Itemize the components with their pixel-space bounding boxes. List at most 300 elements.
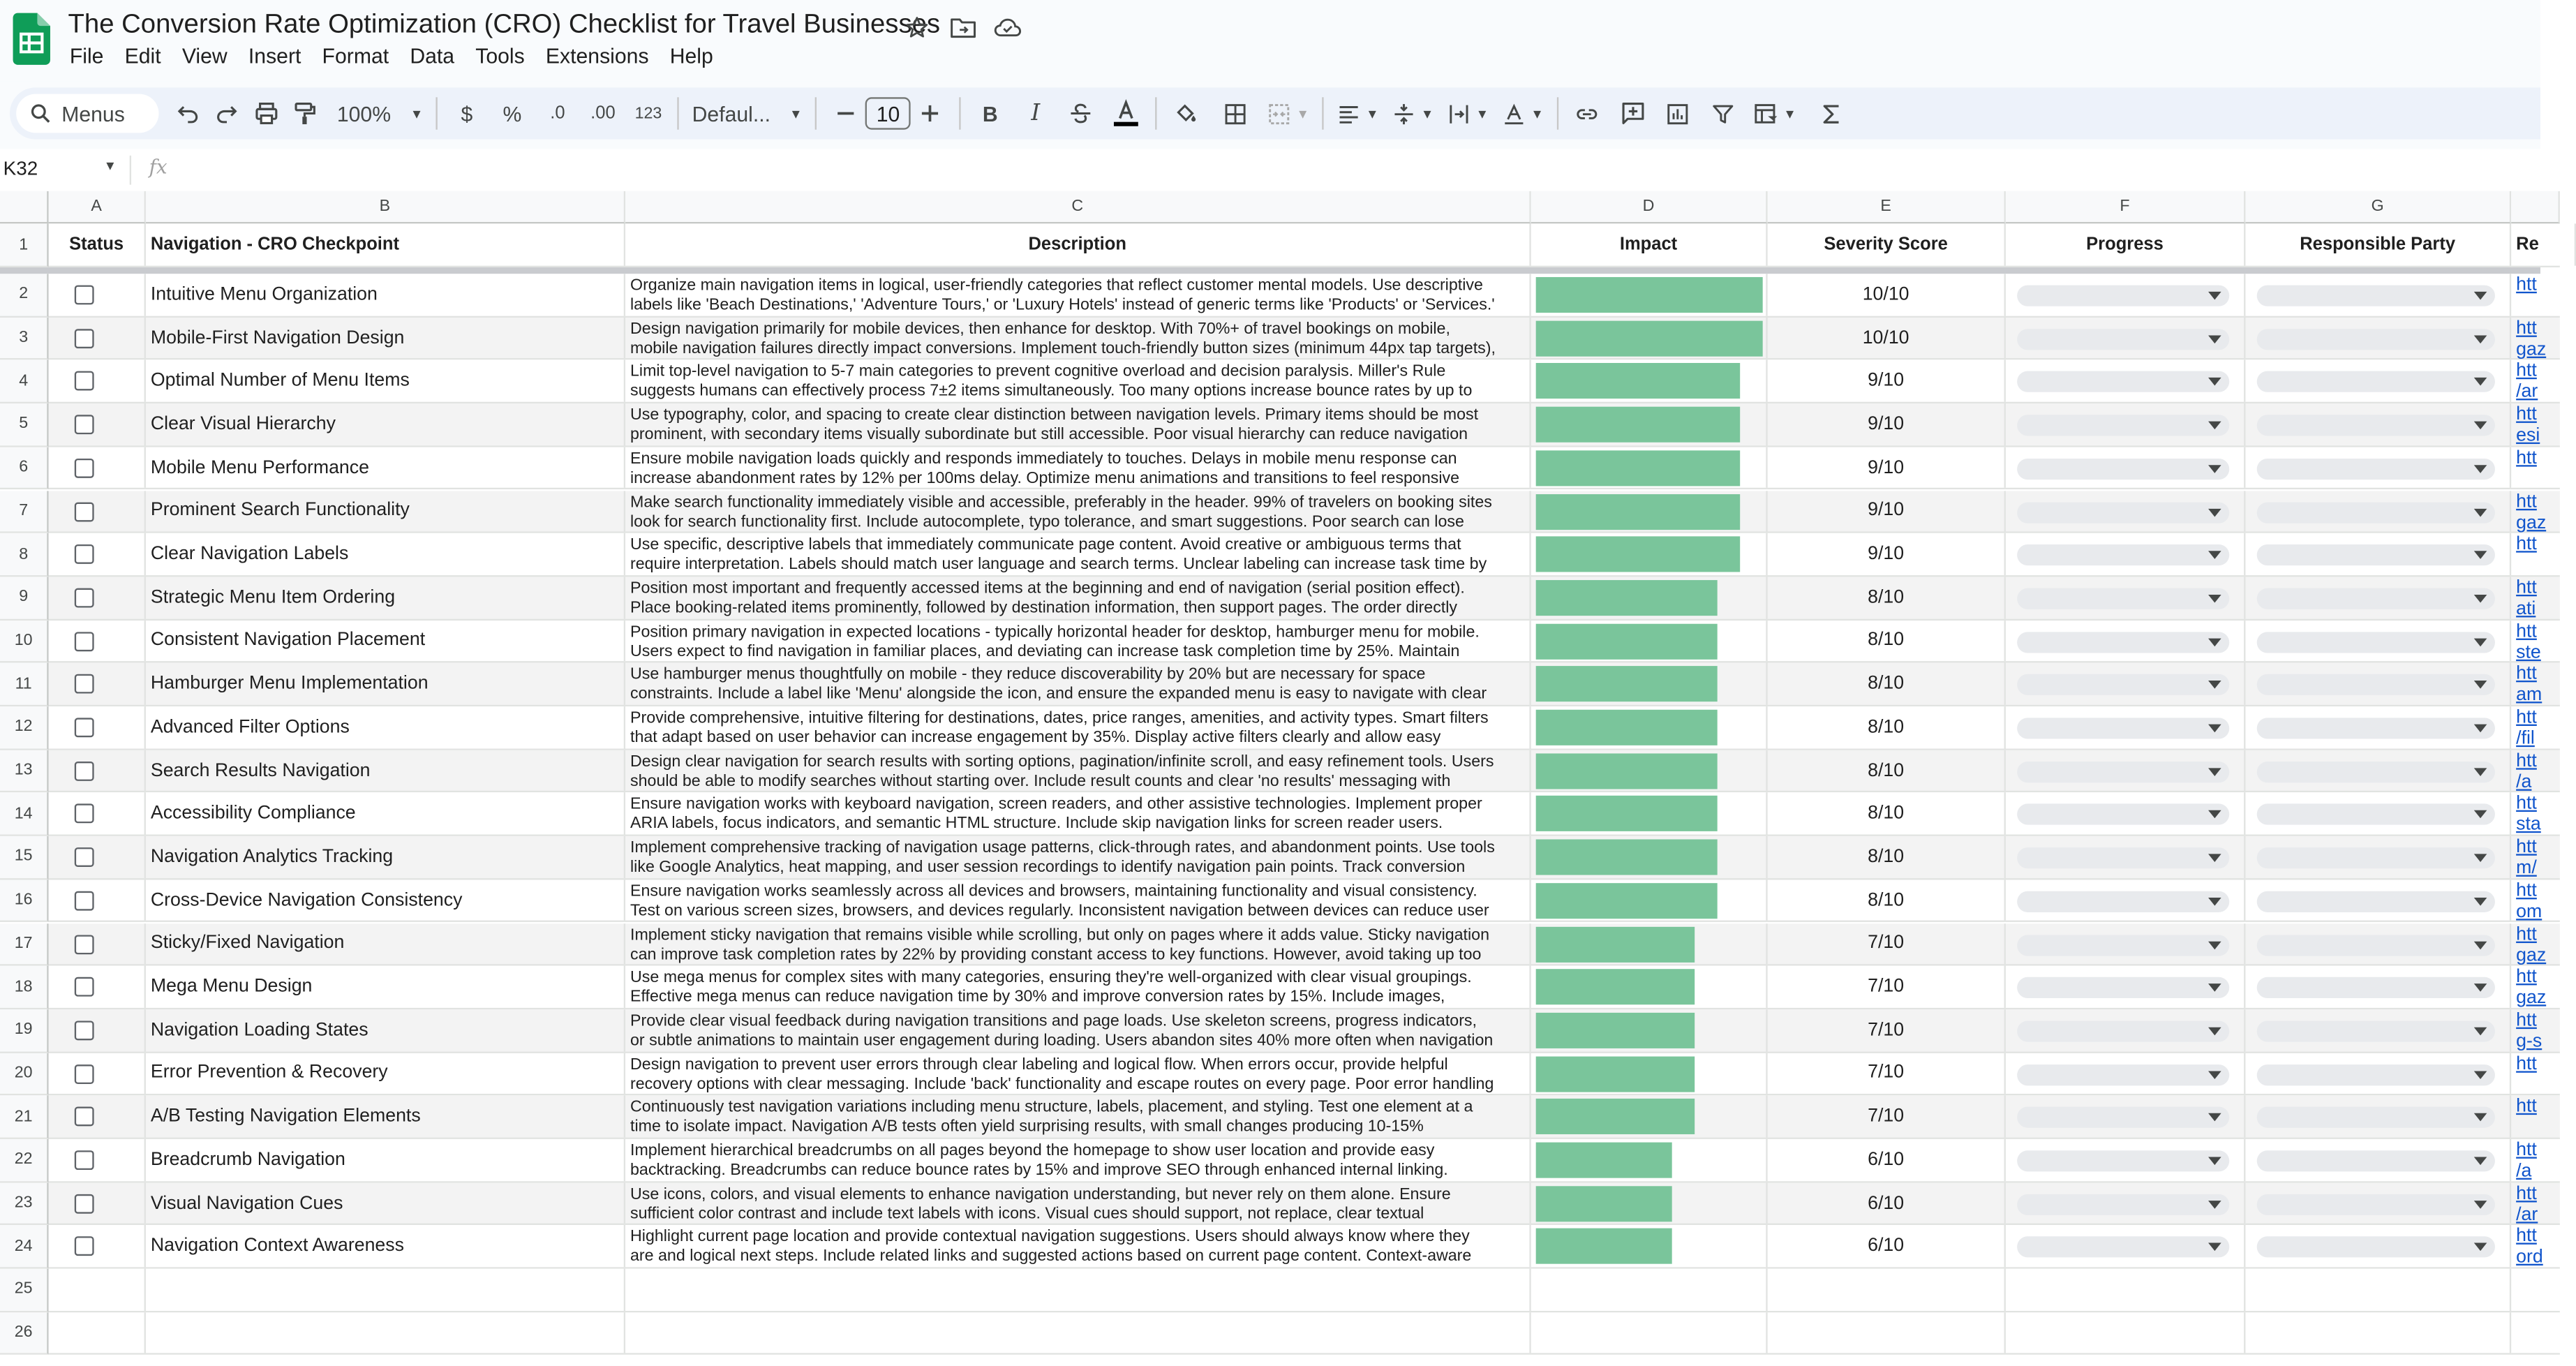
frozen-row-divider[interactable]	[0, 267, 2540, 274]
resource-cell[interactable]	[2511, 490, 2576, 532]
resource-link[interactable]: htt	[2516, 275, 2537, 295]
resource-link[interactable]: htt	[2516, 665, 2537, 685]
status-cell[interactable]	[49, 1182, 146, 1224]
resource-link[interactable]: htt	[2516, 362, 2537, 382]
severity-cell[interactable]: 10/10	[1768, 317, 2006, 359]
status-checkbox[interactable]	[75, 1194, 94, 1213]
progress-dropdown[interactable]	[2017, 372, 2229, 393]
progress-cell[interactable]	[2006, 577, 2246, 618]
status-checkbox[interactable]	[75, 718, 94, 737]
status-checkbox[interactable]	[75, 891, 94, 910]
resource-link[interactable]: sta	[2516, 815, 2541, 836]
header-resources[interactable]: Re	[2511, 223, 2576, 265]
empty-cell[interactable]	[146, 1312, 625, 1354]
row-header[interactable]: 13	[0, 750, 49, 793]
row-header[interactable]: 26	[0, 1312, 49, 1356]
progress-dropdown[interactable]	[2017, 631, 2229, 652]
responsible-cell[interactable]	[2245, 274, 2511, 315]
menu-data[interactable]: Data	[410, 43, 455, 68]
empty-cell[interactable]	[49, 1312, 146, 1354]
row-header[interactable]: 14	[0, 793, 49, 836]
responsible-dropdown[interactable]	[2257, 1194, 2495, 1215]
resource-cell[interactable]	[2511, 663, 2576, 705]
empty-cell[interactable]	[2006, 1312, 2246, 1354]
font-family-select[interactable]	[689, 94, 805, 133]
responsible-dropdown[interactable]	[2257, 329, 2495, 350]
status-cell[interactable]	[49, 750, 146, 792]
severity-cell[interactable]: 6/10	[1768, 1182, 2006, 1224]
resource-link[interactable]: gaz	[2516, 339, 2547, 359]
row-header[interactable]: 7	[0, 490, 49, 533]
impact-cell[interactable]	[1531, 1139, 1768, 1181]
severity-cell[interactable]: 8/10	[1768, 706, 2006, 748]
chevron-down-icon[interactable]: ▼	[103, 158, 117, 174]
progress-dropdown[interactable]	[2017, 588, 2229, 609]
impact-cell[interactable]	[1531, 1053, 1768, 1094]
increase-font-size-icon[interactable]	[911, 94, 950, 133]
status-checkbox[interactable]	[75, 804, 94, 824]
menus-search[interactable]	[16, 94, 158, 133]
description-cell[interactable]	[625, 663, 1531, 705]
column-header-a[interactable]: A	[49, 191, 146, 223]
severity-cell[interactable]: 6/10	[1768, 1139, 2006, 1181]
status-cell[interactable]	[49, 360, 146, 402]
checkpoint-cell[interactable]: Breadcrumb Navigation	[146, 1139, 625, 1181]
resource-cell[interactable]	[2511, 706, 2576, 748]
description-cell[interactable]	[625, 490, 1531, 532]
row-header[interactable]: 1	[0, 223, 49, 267]
functions-icon[interactable]	[1812, 94, 1852, 133]
resource-link[interactable]: esi	[2516, 426, 2540, 446]
status-checkbox[interactable]	[75, 1237, 94, 1256]
severity-cell[interactable]: 7/10	[1768, 1053, 2006, 1094]
severity-cell[interactable]: 8/10	[1768, 793, 2006, 835]
responsible-cell[interactable]	[2245, 663, 2511, 705]
progress-dropdown[interactable]	[2017, 891, 2229, 912]
resource-link[interactable]: htt	[2516, 1141, 2537, 1161]
description-cell[interactable]	[625, 533, 1531, 575]
responsible-dropdown[interactable]	[2257, 718, 2495, 738]
resource-link[interactable]: htt	[2516, 967, 2537, 988]
checkpoint-cell[interactable]: Navigation Analytics Tracking	[146, 836, 625, 878]
row-header[interactable]: 10	[0, 620, 49, 663]
empty-cell[interactable]	[625, 1269, 1531, 1311]
row-header[interactable]: 22	[0, 1139, 49, 1182]
severity-cell[interactable]: 6/10	[1768, 1226, 2006, 1268]
severity-cell[interactable]: 10/10	[1768, 274, 2006, 315]
severity-cell[interactable]: 7/10	[1768, 1009, 2006, 1051]
status-checkbox[interactable]	[75, 1064, 94, 1083]
checkpoint-cell[interactable]: Optimal Number of Menu Items	[146, 360, 625, 402]
fill-color-icon[interactable]	[1167, 94, 1206, 133]
resource-link[interactable]: ord	[2516, 1248, 2543, 1268]
progress-dropdown[interactable]	[2017, 1020, 2229, 1041]
redo-icon[interactable]	[207, 94, 246, 133]
responsible-cell[interactable]	[2245, 1139, 2511, 1181]
status-cell[interactable]	[49, 490, 146, 532]
checkpoint-cell[interactable]: Advanced Filter Options	[146, 706, 625, 748]
document-title[interactable]: The Conversion Rate Optimization (CRO) Checklist for Travel Businesses	[68, 9, 941, 39]
column-header-c[interactable]: C	[625, 191, 1531, 223]
impact-cell[interactable]	[1531, 966, 1768, 1008]
status-cell[interactable]	[49, 966, 146, 1008]
status-cell[interactable]	[49, 274, 146, 315]
status-checkbox[interactable]	[75, 631, 94, 651]
empty-cell[interactable]	[625, 1312, 1531, 1354]
responsible-cell[interactable]	[2245, 317, 2511, 359]
progress-cell[interactable]	[2006, 317, 2246, 359]
progress-cell[interactable]	[2006, 750, 2246, 792]
resource-link[interactable]: gaz	[2516, 988, 2547, 1009]
checkpoint-cell[interactable]: Error Prevention & Recovery	[146, 1053, 625, 1094]
severity-cell[interactable]: 9/10	[1768, 447, 2006, 489]
bold-button[interactable]: B	[982, 101, 998, 126]
row-header[interactable]: 8	[0, 533, 49, 577]
empty-cell[interactable]	[1531, 1312, 1768, 1354]
row-header[interactable]: 19	[0, 1009, 49, 1053]
description-cell[interactable]	[625, 1096, 1531, 1138]
resource-cell[interactable]	[2511, 1009, 2576, 1051]
progress-cell[interactable]	[2006, 490, 2246, 532]
responsible-cell[interactable]	[2245, 923, 2511, 965]
progress-dropdown[interactable]	[2017, 977, 2229, 998]
resource-link[interactable]: /fil	[2516, 729, 2535, 749]
impact-cell[interactable]	[1531, 360, 1768, 402]
status-checkbox[interactable]	[75, 761, 94, 780]
font-size-input[interactable]: 10	[865, 97, 911, 129]
header-description[interactable]: Description	[625, 223, 1531, 265]
description-cell[interactable]	[625, 317, 1531, 359]
empty-cell[interactable]	[2245, 1312, 2511, 1354]
status-cell[interactable]	[49, 1009, 146, 1051]
progress-cell[interactable]	[2006, 1053, 2246, 1094]
status-cell[interactable]	[49, 1226, 146, 1268]
impact-cell[interactable]	[1531, 317, 1768, 359]
impact-cell[interactable]	[1531, 274, 1768, 315]
responsible-dropdown[interactable]	[2257, 415, 2495, 436]
progress-dropdown[interactable]	[2017, 934, 2229, 955]
checkpoint-cell[interactable]: Hamburger Menu Implementation	[146, 663, 625, 705]
checkpoint-cell[interactable]: Mobile Menu Performance	[146, 447, 625, 489]
resource-link[interactable]: htt	[2516, 621, 2537, 641]
responsible-cell[interactable]	[2245, 1182, 2511, 1224]
description-cell[interactable]	[625, 1009, 1531, 1051]
empty-cell[interactable]	[1768, 1312, 2006, 1354]
empty-cell[interactable]	[2511, 1312, 2576, 1354]
text-wrapping-icon[interactable]	[1443, 94, 1491, 133]
resource-link[interactable]: htt	[2516, 535, 2537, 555]
column-header-f[interactable]: F	[2006, 191, 2246, 223]
description-cell[interactable]	[625, 403, 1531, 445]
progress-cell[interactable]	[2006, 836, 2246, 878]
impact-cell[interactable]	[1531, 403, 1768, 445]
insert-comment-icon[interactable]	[1614, 94, 1653, 133]
filter-icon[interactable]	[1704, 94, 1743, 133]
responsible-cell[interactable]	[2245, 706, 2511, 748]
severity-cell[interactable]: 9/10	[1768, 490, 2006, 532]
progress-dropdown[interactable]	[2017, 1194, 2229, 1215]
status-cell[interactable]	[49, 1139, 146, 1181]
resource-link[interactable]: ste	[2516, 642, 2541, 662]
google-sheets-logo-icon[interactable]	[13, 13, 50, 65]
progress-cell[interactable]	[2006, 360, 2246, 402]
undo-icon[interactable]	[168, 94, 207, 133]
responsible-cell[interactable]	[2245, 447, 2511, 489]
resource-cell[interactable]	[2511, 577, 2576, 618]
responsible-dropdown[interactable]	[2257, 1064, 2495, 1085]
resource-cell[interactable]	[2511, 1053, 2576, 1094]
impact-cell[interactable]	[1531, 793, 1768, 835]
row-header[interactable]: 25	[0, 1269, 49, 1312]
row-header[interactable]: 18	[0, 966, 49, 1009]
progress-cell[interactable]	[2006, 620, 2246, 662]
empty-cell[interactable]	[2245, 1269, 2511, 1311]
progress-cell[interactable]	[2006, 1096, 2246, 1138]
vertical-align-icon[interactable]	[1388, 94, 1436, 133]
status-checkbox[interactable]	[75, 329, 94, 348]
status-cell[interactable]	[49, 663, 146, 705]
resource-cell[interactable]	[2511, 836, 2576, 878]
progress-cell[interactable]	[2006, 1009, 2246, 1051]
resource-link[interactable]: ati	[2516, 599, 2536, 619]
responsible-dropdown[interactable]	[2257, 977, 2495, 998]
status-cell[interactable]	[49, 923, 146, 965]
formula-input[interactable]	[188, 157, 2456, 183]
progress-dropdown[interactable]	[2017, 1107, 2229, 1128]
resource-cell[interactable]	[2511, 533, 2576, 575]
description-cell[interactable]	[625, 923, 1531, 965]
empty-cell[interactable]	[2511, 1269, 2576, 1311]
responsible-cell[interactable]	[2245, 533, 2511, 575]
severity-cell[interactable]: 8/10	[1768, 663, 2006, 705]
row-header[interactable]: 3	[0, 317, 49, 360]
severity-cell[interactable]: 8/10	[1768, 836, 2006, 878]
severity-cell[interactable]: 9/10	[1768, 403, 2006, 445]
responsible-cell[interactable]	[2245, 1053, 2511, 1094]
menu-view[interactable]: View	[181, 43, 228, 68]
checkpoint-cell[interactable]: Clear Visual Hierarchy	[146, 403, 625, 445]
header-impact[interactable]: Impact	[1531, 223, 1768, 265]
responsible-cell[interactable]	[2245, 966, 2511, 1008]
status-cell[interactable]	[49, 403, 146, 445]
resource-link[interactable]: htt	[2516, 318, 2537, 339]
resource-link[interactable]: htt	[2516, 405, 2537, 425]
description-cell[interactable]	[625, 836, 1531, 878]
responsible-dropdown[interactable]	[2257, 804, 2495, 825]
description-cell[interactable]	[625, 1182, 1531, 1224]
move-folder-icon[interactable]	[948, 13, 977, 43]
impact-cell[interactable]	[1531, 533, 1768, 575]
menu-tools[interactable]: Tools	[475, 43, 525, 68]
text-rotation-icon[interactable]	[1498, 94, 1547, 133]
insert-chart-icon[interactable]	[1659, 94, 1698, 133]
select-all-corner[interactable]	[0, 191, 49, 223]
progress-dropdown[interactable]	[2017, 761, 2229, 782]
responsible-cell[interactable]	[2245, 620, 2511, 662]
resource-link[interactable]: htt	[2516, 1227, 2537, 1247]
severity-cell[interactable]: 7/10	[1768, 923, 2006, 965]
resource-link[interactable]: htt	[2516, 838, 2537, 858]
progress-cell[interactable]	[2006, 1226, 2246, 1268]
empty-cell[interactable]	[1768, 1269, 2006, 1311]
progress-dropdown[interactable]	[2017, 804, 2229, 825]
row-header[interactable]: 11	[0, 663, 49, 706]
menu-format[interactable]: Format	[322, 43, 389, 68]
checkpoint-cell[interactable]: Mobile-First Navigation Design	[146, 317, 625, 359]
checkpoint-cell[interactable]: Prominent Search Functionality	[146, 490, 625, 532]
progress-cell[interactable]	[2006, 966, 2246, 1008]
severity-cell[interactable]: 8/10	[1768, 577, 2006, 618]
menu-file[interactable]: File	[69, 43, 104, 68]
resource-link[interactable]: g-s	[2516, 1032, 2543, 1052]
severity-cell[interactable]: 9/10	[1768, 360, 2006, 402]
progress-dropdown[interactable]	[2017, 501, 2229, 522]
empty-cell[interactable]	[2006, 1269, 2246, 1311]
progress-dropdown[interactable]	[2017, 718, 2229, 738]
description-cell[interactable]	[625, 577, 1531, 618]
menu-edit[interactable]: Edit	[124, 43, 161, 68]
responsible-dropdown[interactable]	[2257, 934, 2495, 955]
resource-link[interactable]: m/	[2516, 859, 2537, 879]
row-header[interactable]: 23	[0, 1182, 49, 1226]
checkpoint-cell[interactable]: Consistent Navigation Placement	[146, 620, 625, 662]
progress-dropdown[interactable]	[2017, 1237, 2229, 1258]
row-header[interactable]: 17	[0, 923, 49, 966]
responsible-dropdown[interactable]	[2257, 544, 2495, 565]
severity-cell[interactable]: 8/10	[1768, 879, 2006, 921]
status-cell[interactable]	[49, 793, 146, 835]
responsible-dropdown[interactable]	[2257, 501, 2495, 522]
status-cell[interactable]	[49, 836, 146, 878]
impact-cell[interactable]	[1531, 1182, 1768, 1224]
menu-help[interactable]: Help	[669, 43, 713, 68]
severity-cell[interactable]: 7/10	[1768, 1096, 2006, 1138]
row-header[interactable]: 16	[0, 879, 49, 923]
severity-cell[interactable]: 8/10	[1768, 620, 2006, 662]
progress-cell[interactable]	[2006, 879, 2246, 921]
responsible-cell[interactable]	[2245, 750, 2511, 792]
format-currency-button[interactable]: $	[461, 101, 473, 126]
progress-cell[interactable]	[2006, 447, 2246, 489]
responsible-cell[interactable]	[2245, 490, 2511, 532]
spreadsheet-grid[interactable]	[0, 191, 2547, 1366]
empty-cell[interactable]	[1531, 1269, 1768, 1311]
status-cell[interactable]	[49, 317, 146, 359]
resource-cell[interactable]	[2511, 793, 2576, 835]
horizontal-align-icon[interactable]	[1334, 94, 1382, 133]
header-checkpoint[interactable]: Navigation - CRO Checkpoint	[146, 223, 625, 265]
borders-icon[interactable]	[1215, 94, 1254, 133]
description-cell[interactable]	[625, 750, 1531, 792]
empty-cell[interactable]	[146, 1269, 625, 1311]
resource-link[interactable]: htt	[2516, 924, 2537, 944]
row-header[interactable]: 20	[0, 1053, 49, 1096]
row-header[interactable]: 9	[0, 577, 49, 620]
row-header[interactable]: 12	[0, 706, 49, 750]
responsible-dropdown[interactable]	[2257, 1150, 2495, 1171]
impact-cell[interactable]	[1531, 663, 1768, 705]
checkpoint-cell[interactable]: Search Results Navigation	[146, 750, 625, 792]
progress-dropdown[interactable]	[2017, 415, 2229, 436]
progress-cell[interactable]	[2006, 706, 2246, 748]
checkpoint-cell[interactable]: Mega Menu Design	[146, 966, 625, 1008]
impact-cell[interactable]	[1531, 836, 1768, 878]
status-checkbox[interactable]	[75, 501, 94, 521]
resource-link[interactable]: htt	[2516, 751, 2537, 771]
responsible-cell[interactable]	[2245, 1009, 2511, 1051]
status-checkbox[interactable]	[75, 285, 94, 305]
description-cell[interactable]	[625, 360, 1531, 402]
resource-link[interactable]: htt	[2516, 1184, 2537, 1204]
filter-views-icon[interactable]	[1750, 94, 1800, 133]
description-cell[interactable]	[625, 620, 1531, 662]
paint-format-icon[interactable]	[285, 94, 325, 133]
description-cell[interactable]	[625, 1226, 1531, 1268]
responsible-dropdown[interactable]	[2257, 1237, 2495, 1258]
row-header[interactable]: 21	[0, 1096, 49, 1139]
responsible-cell[interactable]	[2245, 1096, 2511, 1138]
responsible-dropdown[interactable]	[2257, 458, 2495, 479]
insert-link-icon[interactable]	[1568, 94, 1607, 133]
impact-cell[interactable]	[1531, 923, 1768, 965]
more-formats-button[interactable]	[629, 94, 668, 133]
resource-cell[interactable]	[2511, 403, 2576, 445]
progress-cell[interactable]	[2006, 274, 2246, 315]
column-header-b[interactable]: B	[146, 191, 625, 223]
name-box[interactable]: K32	[3, 157, 38, 180]
responsible-dropdown[interactable]	[2257, 891, 2495, 912]
responsible-cell[interactable]	[2245, 879, 2511, 921]
checkpoint-cell[interactable]: Strategic Menu Item Ordering	[146, 577, 625, 618]
progress-dropdown[interactable]	[2017, 329, 2229, 350]
resource-cell[interactable]	[2511, 1096, 2576, 1138]
zoom-select[interactable]	[334, 94, 426, 133]
severity-cell[interactable]: 9/10	[1768, 533, 2006, 575]
severity-cell[interactable]: 7/10	[1768, 966, 2006, 1008]
resource-link[interactable]: gaz	[2516, 512, 2547, 533]
progress-cell[interactable]	[2006, 533, 2246, 575]
responsible-dropdown[interactable]	[2257, 372, 2495, 393]
checkpoint-cell[interactable]: Sticky/Fixed Navigation	[146, 923, 625, 965]
status-checkbox[interactable]	[75, 847, 94, 867]
impact-cell[interactable]	[1531, 879, 1768, 921]
impact-cell[interactable]	[1531, 1226, 1768, 1268]
responsible-cell[interactable]	[2245, 403, 2511, 445]
checkpoint-cell[interactable]: Navigation Loading States	[146, 1009, 625, 1051]
status-cell[interactable]	[49, 577, 146, 618]
row-header[interactable]: 2	[0, 274, 49, 317]
status-cell[interactable]	[49, 1053, 146, 1094]
responsible-dropdown[interactable]	[2257, 588, 2495, 609]
resource-link[interactable]: om	[2516, 902, 2543, 922]
resource-cell[interactable]	[2511, 966, 2576, 1008]
responsible-dropdown[interactable]	[2257, 674, 2495, 695]
cloud-saved-icon[interactable]	[993, 13, 1022, 43]
resource-cell[interactable]	[2511, 1182, 2576, 1224]
increase-decimal-button[interactable]	[583, 94, 623, 133]
progress-cell[interactable]	[2006, 1182, 2246, 1224]
resource-link[interactable]: htt	[2516, 491, 2537, 512]
checkpoint-cell[interactable]: A/B Testing Navigation Elements	[146, 1096, 625, 1138]
status-checkbox[interactable]	[75, 977, 94, 997]
description-cell[interactable]	[625, 706, 1531, 748]
checkpoint-cell[interactable]: Navigation Context Awareness	[146, 1226, 625, 1268]
empty-cell[interactable]	[49, 1269, 146, 1311]
checkpoint-cell[interactable]: Cross-Device Navigation Consistency	[146, 879, 625, 921]
resource-link[interactable]: htt	[2516, 1011, 2537, 1031]
resource-link[interactable]: htt	[2516, 708, 2537, 728]
status-cell[interactable]	[49, 620, 146, 662]
